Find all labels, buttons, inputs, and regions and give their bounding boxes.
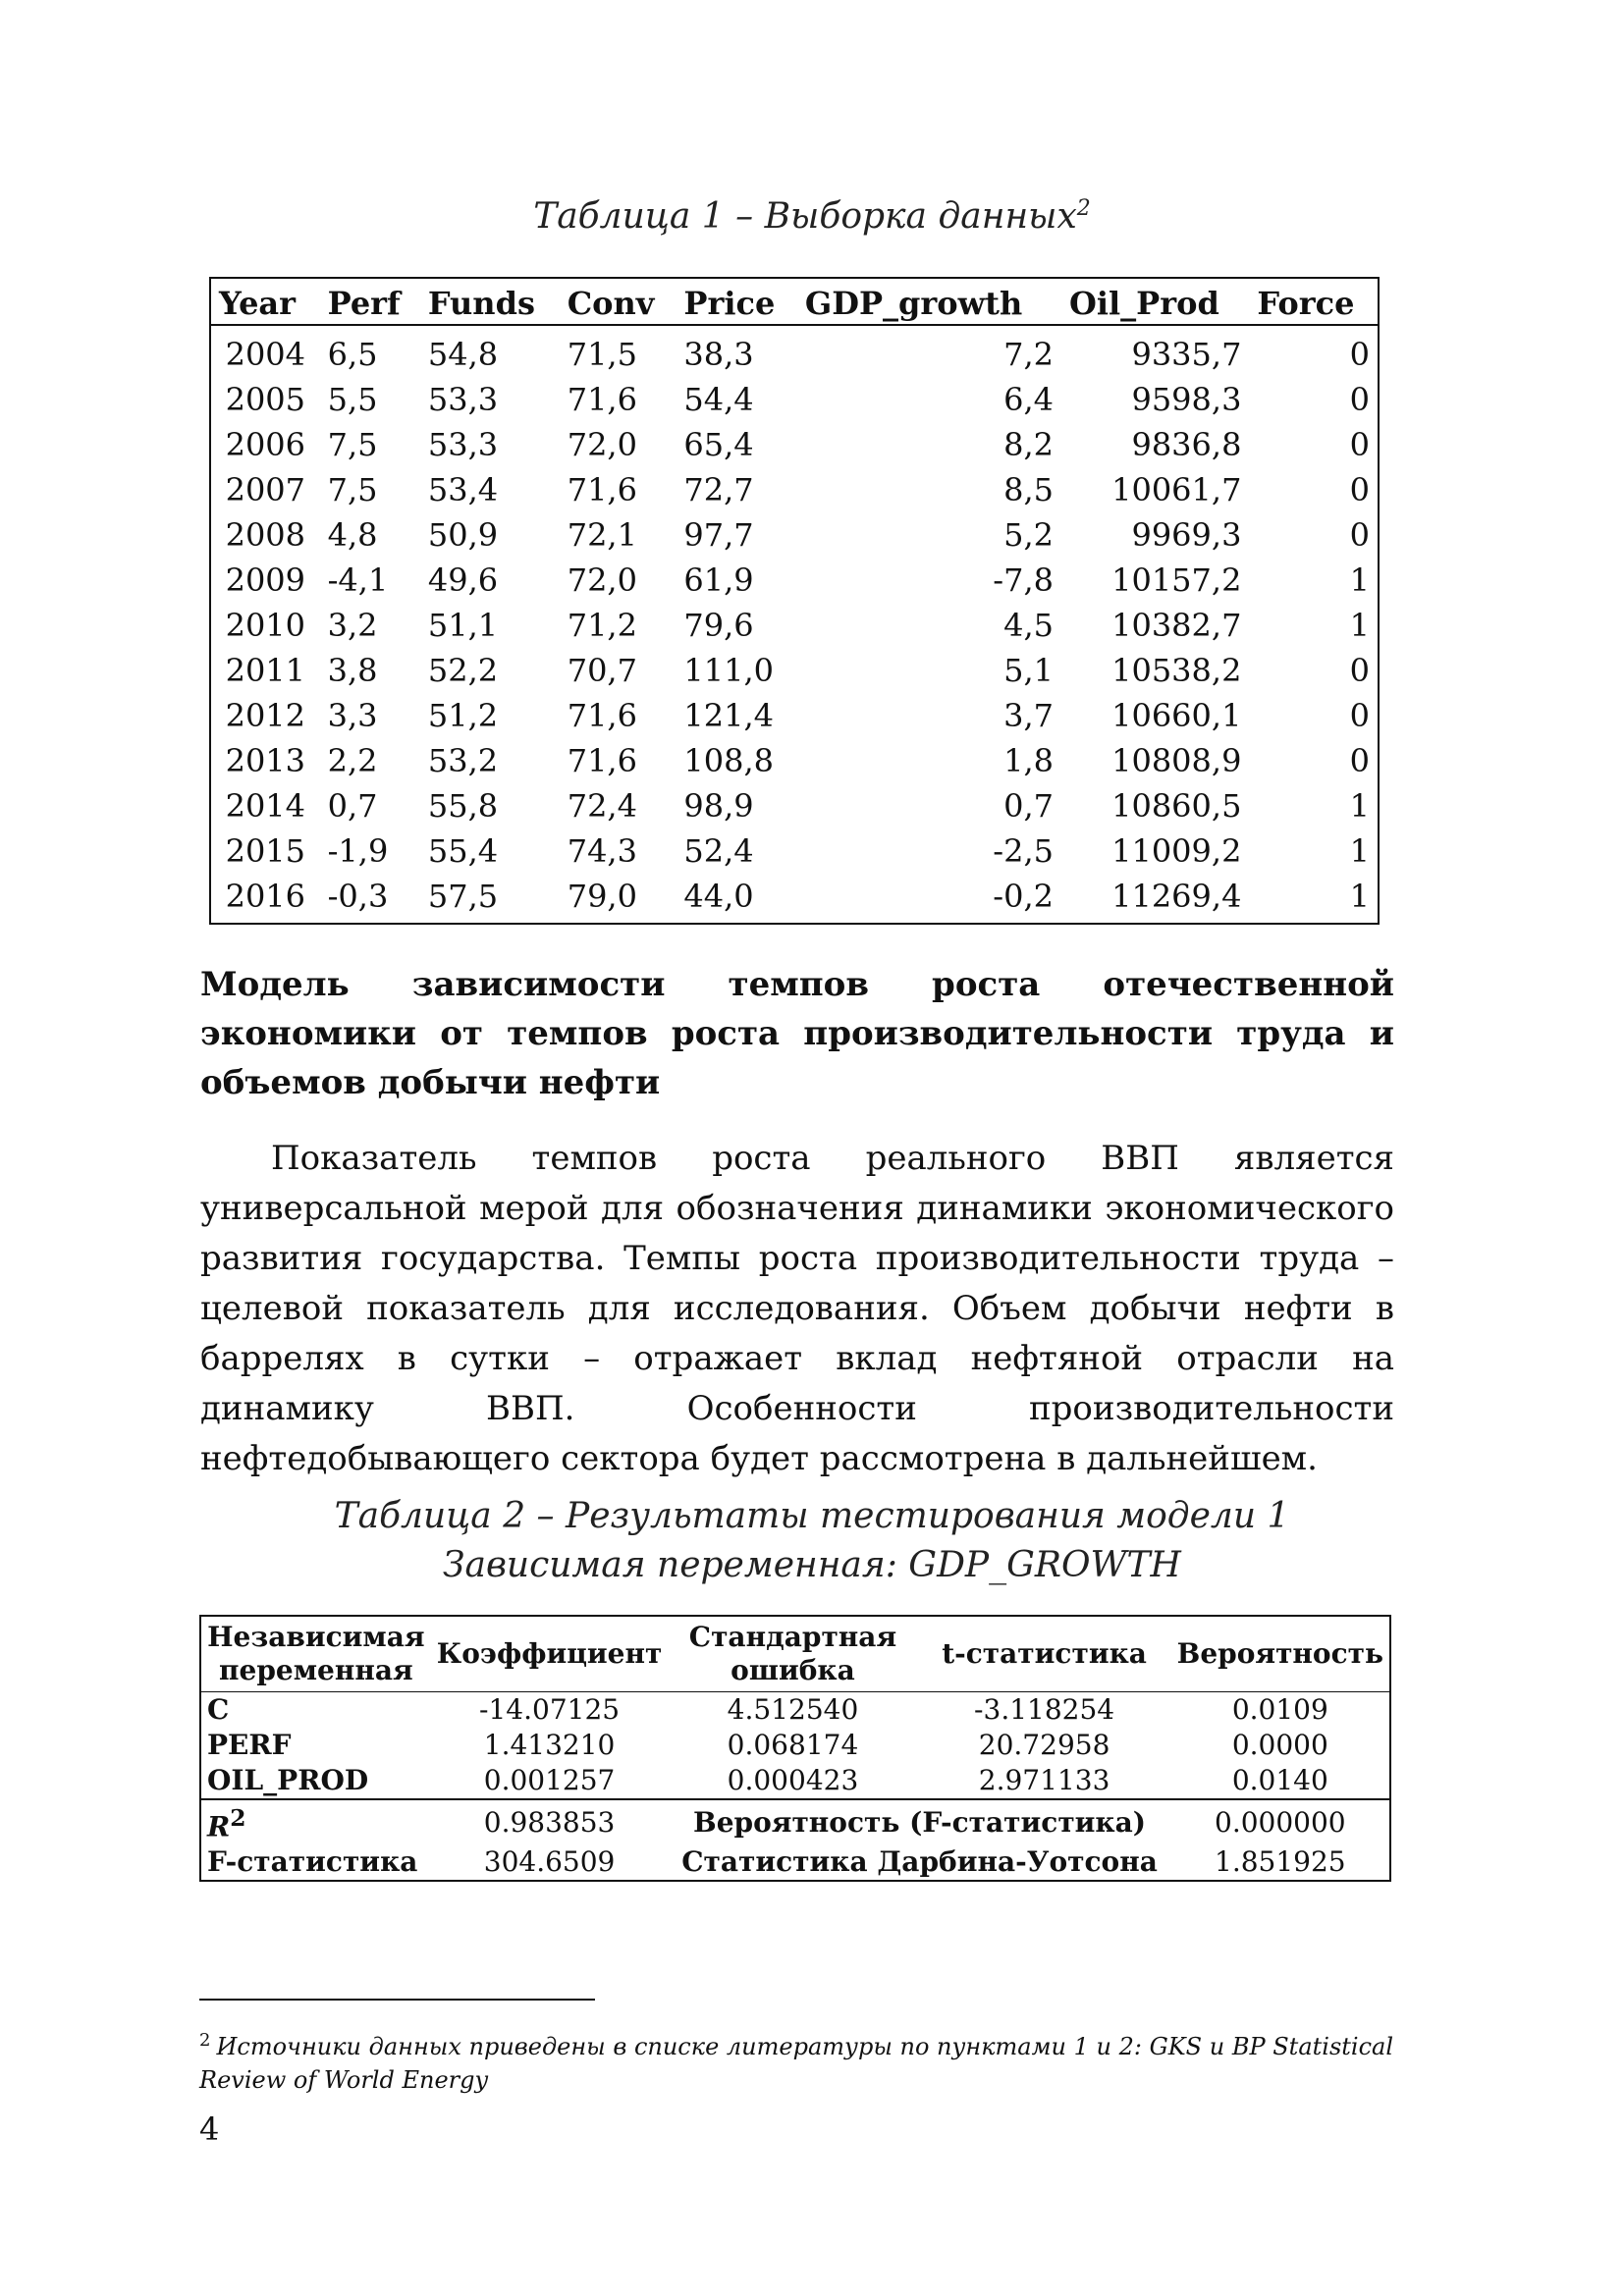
- table1-caption: [0, 196, 1624, 237]
- footnote: [199, 2024, 1393, 2097]
- regression-results-table: [199, 1615, 1391, 1882]
- gdp-growth-cell: -7,8: [993, 561, 1054, 599]
- year-cell: 2011: [225, 652, 306, 689]
- column-header: Price: [676, 278, 797, 325]
- funds-cell: 53,3: [427, 381, 499, 418]
- funds-cell: 49,6: [427, 561, 499, 599]
- force-cell: 0: [1349, 381, 1370, 418]
- r-squared-label: [200, 1799, 431, 1844]
- column-header: Perf: [320, 278, 420, 325]
- gdp-growth-cell: -0,2: [993, 878, 1054, 915]
- oil-prod-cell: 10538,2: [1111, 652, 1242, 689]
- oil-prod-cell: 9836,8: [1131, 426, 1242, 463]
- oil-prod-cell: 10382,7: [1111, 607, 1242, 644]
- price-cell: 72,7: [683, 471, 754, 508]
- conv-cell: 71,6: [567, 381, 637, 418]
- perf-cell: 5,5: [327, 381, 378, 418]
- perf-cell: -1,9: [327, 832, 389, 870]
- year-cell: 2007: [225, 471, 306, 508]
- footnote-text: Источники данных приведены в списке литературы по пунктами 1 и 2: GKS и BP Statistical Review of World Energy: [199, 2033, 1394, 2094]
- perf-cell: 7,5: [327, 426, 378, 463]
- perf-cell: 3,8: [327, 652, 378, 689]
- force-cell: 0: [1349, 336, 1370, 373]
- table-row: [200, 1763, 1390, 1799]
- perf-cell: -0,3: [327, 878, 389, 915]
- column-header: Стандартная ошибка: [668, 1616, 917, 1692]
- gdp-growth-cell: 7,2: [1003, 336, 1054, 373]
- force-cell: 1: [1349, 607, 1370, 644]
- oil-prod-cell: 11269,4: [1111, 878, 1242, 915]
- price-cell: 111,0: [683, 652, 774, 689]
- f-prob-value: 0.000000: [1171, 1799, 1390, 1844]
- oil-prod-cell: 9598,3: [1131, 381, 1242, 418]
- table-row: [200, 1692, 1390, 1729]
- year-cell: 2005: [225, 381, 306, 418]
- body-paragraph: [200, 1134, 1394, 1484]
- year-cell: 2010: [225, 607, 306, 644]
- table-row: [210, 325, 1379, 377]
- force-cell: 0: [1349, 471, 1370, 508]
- conv-cell: 72,0: [567, 426, 637, 463]
- std-error-cell: 0.000423: [727, 1764, 859, 1796]
- gdp-growth-cell: 3,7: [1003, 697, 1054, 734]
- std-error-cell: 4.512540: [727, 1693, 859, 1726]
- column-header: Force: [1249, 278, 1379, 325]
- price-cell: 79,6: [683, 607, 754, 644]
- oil-prod-cell: 9335,7: [1131, 336, 1242, 373]
- conv-cell: 70,7: [567, 652, 637, 689]
- price-cell: 65,4: [683, 426, 754, 463]
- year-cell: 2014: [225, 787, 306, 825]
- force-cell: 0: [1349, 652, 1370, 689]
- r-squared-exponent: 2: [230, 1804, 246, 1832]
- gdp-growth-cell: 8,2: [1003, 426, 1054, 463]
- table-row: [210, 558, 1379, 603]
- gdp-growth-cell: 0,7: [1003, 787, 1054, 825]
- conv-cell: 71,5: [567, 336, 637, 373]
- oil-prod-cell: 10061,7: [1111, 471, 1242, 508]
- table1-body: [210, 325, 1379, 924]
- column-header: t-статистика: [918, 1616, 1171, 1692]
- funds-cell: 53,2: [427, 742, 499, 779]
- perf-cell: 2,2: [327, 742, 378, 779]
- data-sample-table: [209, 277, 1380, 925]
- conv-cell: 71,6: [567, 742, 637, 779]
- price-cell: 44,0: [683, 878, 754, 915]
- footnote-number: 2: [199, 2030, 211, 2051]
- table2-caption-line1: Таблица 2 – Результаты тестирования модели 1: [334, 1496, 1290, 1536]
- force-cell: 1: [1349, 787, 1370, 825]
- t-stat-cell: 20.72958: [978, 1729, 1110, 1761]
- price-cell: 61,9: [683, 561, 754, 599]
- table-row: [210, 377, 1379, 422]
- year-cell: 2013: [225, 742, 306, 779]
- t-stat-cell: 2.971133: [978, 1764, 1110, 1796]
- table-row: [210, 603, 1379, 648]
- std-error-cell: 0.068174: [727, 1729, 859, 1761]
- oil-prod-cell: 10157,2: [1111, 561, 1242, 599]
- table-row: [210, 783, 1379, 828]
- oil-prod-cell: 10660,1: [1111, 697, 1242, 734]
- year-cell: 2016: [225, 878, 306, 915]
- funds-cell: 53,4: [427, 471, 499, 508]
- force-cell: 1: [1349, 561, 1370, 599]
- f-prob-label: Вероятность (F-статистика): [668, 1799, 1170, 1844]
- funds-cell: 57,5: [427, 878, 499, 915]
- probability-cell: 0.0109: [1231, 1693, 1328, 1726]
- f-stat-value: 304.6509: [483, 1845, 616, 1879]
- funds-cell: 52,2: [427, 652, 499, 689]
- table1-caption-text: Таблица 1 – Выборка данных: [533, 196, 1077, 237]
- gdp-growth-cell: 1,8: [1003, 742, 1054, 779]
- table-row: [210, 512, 1379, 558]
- perf-cell: 0,7: [327, 787, 378, 825]
- coefficient-cell: 1.413210: [483, 1729, 616, 1761]
- table2-caption-line2: Зависимая переменная: GDP_GROWTH: [443, 1545, 1181, 1585]
- conv-cell: 71,6: [567, 697, 637, 734]
- section-heading: Модель зависимости темпов роста отечественной экономики от темпов роста производительности труда и объемов добычи нефти: [200, 965, 1394, 1102]
- t-stat-cell: -3.118254: [974, 1693, 1115, 1726]
- stats-row: [200, 1844, 1390, 1881]
- conv-cell: 71,6: [567, 471, 637, 508]
- year-cell: 2009: [225, 561, 306, 599]
- f-stat-label: F-статистика: [207, 1845, 418, 1879]
- coefficient-cell: -14.07125: [479, 1693, 621, 1726]
- funds-cell: 55,4: [427, 832, 499, 870]
- year-cell: 2006: [225, 426, 306, 463]
- price-cell: 121,4: [683, 697, 774, 734]
- variable-name: PERF: [207, 1729, 292, 1761]
- perf-cell: 6,5: [327, 336, 378, 373]
- column-header: Независимая переменная: [200, 1616, 431, 1692]
- paragraph-text: Показатель темпов роста реального ВВП является универсальной мерой для обозначения динамики экономического развития государства. Темпы роста производительности труда – целевой показатель для исследования. Объем добычи нефти в баррелях в сутки – отражает вклад нефтяной отрасли на динамику ВВП. Особенности производительности нефтедобывающего сектора будет рассмотрена в дальнейшем.: [200, 1139, 1394, 1478]
- table-header-row: [200, 1616, 1390, 1692]
- table2-caption: [0, 1492, 1624, 1590]
- year-cell: 2015: [225, 832, 306, 870]
- price-cell: 97,7: [683, 516, 754, 554]
- column-header: Funds: [420, 278, 560, 325]
- perf-cell: 3,2: [327, 607, 378, 644]
- perf-cell: 7,5: [327, 471, 378, 508]
- price-cell: 52,4: [683, 832, 754, 870]
- table-row: [210, 828, 1379, 874]
- gdp-growth-cell: 5,1: [1003, 652, 1054, 689]
- funds-cell: 54,8: [427, 336, 499, 373]
- funds-cell: 50,9: [427, 516, 499, 554]
- table-row: [210, 467, 1379, 512]
- gdp-growth-cell: 5,2: [1003, 516, 1054, 554]
- column-header: Коэффициент: [431, 1616, 669, 1692]
- oil-prod-cell: 10808,9: [1111, 742, 1242, 779]
- footnote-divider: [199, 1999, 595, 2001]
- price-cell: 98,9: [683, 787, 754, 825]
- force-cell: 1: [1349, 878, 1370, 915]
- gdp-growth-cell: -2,5: [993, 832, 1054, 870]
- gdp-growth-cell: 4,5: [1003, 607, 1054, 644]
- price-cell: 54,4: [683, 381, 754, 418]
- funds-cell: 53,3: [427, 426, 499, 463]
- conv-cell: 72,1: [567, 516, 637, 554]
- table-row: [210, 738, 1379, 783]
- durbin-watson-label: Статистика Дарбина-Уотсона: [681, 1845, 1158, 1879]
- probability-cell: 0.0000: [1231, 1729, 1328, 1761]
- table1-caption-footnote-ref: 2: [1076, 196, 1091, 221]
- table-row: [210, 693, 1379, 738]
- conv-cell: 71,2: [567, 607, 637, 644]
- table-row: [200, 1728, 1390, 1763]
- perf-cell: 4,8: [327, 516, 378, 554]
- table-row: [210, 648, 1379, 693]
- column-header: Вероятность: [1171, 1616, 1390, 1692]
- price-cell: 108,8: [683, 742, 774, 779]
- force-cell: 1: [1349, 832, 1370, 870]
- oil-prod-cell: 10860,5: [1111, 787, 1242, 825]
- gdp-growth-cell: 8,5: [1003, 471, 1054, 508]
- conv-cell: 74,3: [567, 832, 637, 870]
- conv-cell: 79,0: [567, 878, 637, 915]
- year-cell: 2004: [225, 336, 306, 373]
- force-cell: 0: [1349, 516, 1370, 554]
- force-cell: 0: [1349, 426, 1370, 463]
- table-row: [210, 874, 1379, 924]
- force-cell: 0: [1349, 697, 1370, 734]
- durbin-watson-value: 1.851925: [1215, 1845, 1346, 1879]
- funds-cell: 55,8: [427, 787, 499, 825]
- year-cell: 2008: [225, 516, 306, 554]
- stats-row: [200, 1799, 1390, 1844]
- column-header: Oil_Prod: [1061, 278, 1249, 325]
- table-header-row: [210, 278, 1379, 325]
- oil-prod-cell: 9969,3: [1131, 516, 1242, 554]
- price-cell: 38,3: [683, 336, 754, 373]
- column-header: GDP_growth: [797, 278, 1061, 325]
- perf-cell: 3,3: [327, 697, 378, 734]
- r-squared-value: 0.983853: [431, 1799, 669, 1844]
- coefficient-cell: 0.001257: [483, 1764, 616, 1796]
- gdp-growth-cell: 6,4: [1003, 381, 1054, 418]
- variable-name: OIL_PROD: [207, 1764, 369, 1796]
- r-squared-symbol: R: [207, 1810, 231, 1843]
- table-row: [210, 422, 1379, 467]
- force-cell: 0: [1349, 742, 1370, 779]
- variable-name: C: [207, 1693, 230, 1726]
- funds-cell: 51,2: [427, 697, 499, 734]
- column-header: Year: [210, 278, 320, 325]
- funds-cell: 51,1: [427, 607, 499, 644]
- oil-prod-cell: 11009,2: [1111, 832, 1242, 870]
- column-header: Conv: [560, 278, 677, 325]
- page-number: 4: [199, 2110, 220, 2148]
- conv-cell: 72,4: [567, 787, 637, 825]
- conv-cell: 72,0: [567, 561, 637, 599]
- probability-cell: 0.0140: [1231, 1764, 1328, 1796]
- year-cell: 2012: [225, 697, 306, 734]
- perf-cell: -4,1: [327, 561, 389, 599]
